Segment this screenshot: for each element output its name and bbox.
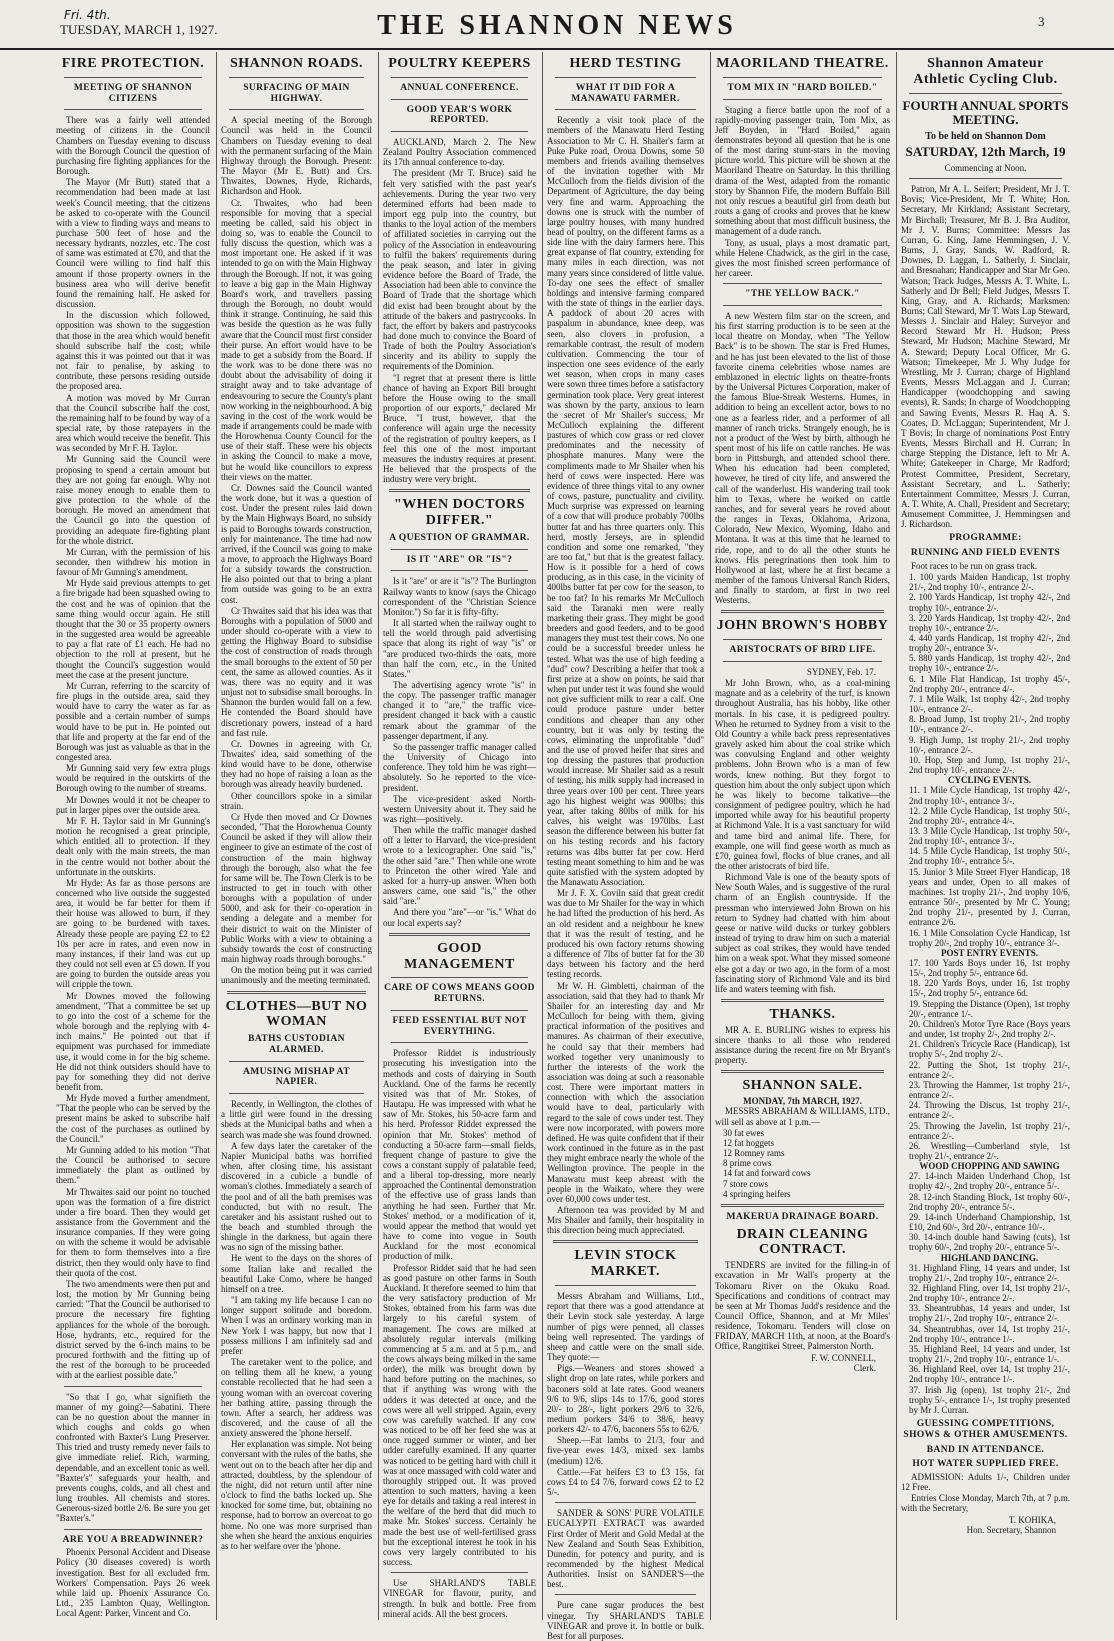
event-item: 13. 3 Mile Cycle Handicap, 1st trophy 50/-, 2nd trophy 10/-, entrance 3/-. [909, 825, 1070, 847]
event-item: 32. Highland Fling, over 14, 1st trophy 21/-, 2nd trophy 10/-, entrance 2/-. [909, 1283, 1070, 1304]
event-item: 2. 100 Yards Handicap, 1st trophy 42/-, 2nd trophy 10/-, entrance 2/-. [909, 592, 1070, 613]
event-item: 27. 14-inch Maiden Underhand Chop, 1st trophy 42/-, 2nd trophy 20/-, entrance 5/-. [909, 1171, 1070, 1192]
paragraph: Professor Riddet is industriously prosecuting his investigation into the methods and costs of dairying in South Auckland. One of the farms he recently visited was that of Mr. Stokes, of Hautapu. He was impressed with what he saw of Mr. Stokes, his 50-acre farm and his herd. Professor Riddet expressed the opinion that Mr. Stokes' method of conducting a 50-acre farm—small fields, frequent change of pasture to give the cows a constant supply of palatable feed, and a liberal top-dressing, more nearly approached the Continental demonstration of the effective use of grass lands than anything he had seen. Further that Mr. Stokes' method, or a modification of it, would appear the method that would yet have to come into vogue in South Auckland for the most economical production of milk. [383, 1048, 536, 1262]
event-item: 11. 1 Mile Cycle Handicap, 1st trophy 42/-, 2nd trophy 10/-, entrance 3/-. [909, 785, 1070, 806]
rule [391, 1572, 528, 1573]
event-item: 22. Putting the Shot, 1st trophy 21/-, entrance 2/-. [909, 1059, 1070, 1080]
paragraph: Mr Curran, referring to the scarcity of fire plugs in the outside area, said they would have to carry the water as far as possible and a certain number of sumps would have to be put in. He pointed out that life and property at the far end of the Borough was just as valuable as that in the congested area. [56, 680, 210, 762]
rule [229, 109, 364, 110]
start-time: Commencing at Noon. [944, 162, 1027, 173]
event-item: 28. 12-inch Standing Block, 1st trophy 60/-, 2nd trophy 20/-, entrance 5/-. [909, 1191, 1070, 1212]
event-item: 15. Junior 3 Mile Street Flyer Handicap, 18 years and under, Open to all makes of machines. 1st trophy 21/-, 2nd trophy 10/6, entrance 50/-, presented by Mr C. Young; 2nd trophy 21/-, presented by J. Curran, entrance 2/6. [909, 866, 1070, 928]
paragraph: Staging a fierce battle upon the roof of a rapidly-moving passenger train, Tom Mix, as Jeff Boyden, in "Hard Boiled," again demonstrates beyond all question that he is one of the most daring stunt-stars in the moving picture world. This picture will be shown at the Maoriland Theatre on Saturday. In this thrilling drama of the West, adapted from the romantic story by Shannon Fife, the modern Buffalo Bill not only rescues a beautiful girl from death but routs a gang of crooks and proves that he knew something about that most difficult business, the management of a dude ranch. [715, 104, 890, 237]
column-herd-testing [542, 52, 708, 1641]
event-item: 12. 2 Mile Cycle Handicap, 1st trophy 50/-, 2nd trophy 20/-, entrance 4/-. [909, 805, 1070, 826]
rule [391, 977, 528, 978]
event-item: 16. 1 Mile Consolation Cycle Handicap, 1st trophy 20/-, 2nd trophy 10/-, entrance 3/-. [909, 927, 1070, 948]
paragraph: Mr F. H. Taylor said in Mr Gunning's motion he recognised a great principle, which entitled all to protection. If they dealt only with the main streets, the man in the centre would not bother about the unfortunate in the outskirts. [56, 815, 210, 877]
paragraph: Mr Gunning said very few extra plugs would be required in the outskirts of the Borough owing to the number of streams. [56, 763, 210, 794]
event-item: 24. Throwing the Discus, 1st trophy 21/-, entrance 2/-. [909, 1100, 1070, 1121]
paragraph: On the motion being put it was carried unanimously and the meeting terminated. [221, 965, 372, 986]
guessing-competitions: GUESSING COMPETITIONS, SHOWS & OTHER AMUSEMENTS. [903, 1419, 1068, 1440]
headline-thanks: THANKS. [769, 1007, 836, 1023]
dateline: SYDNEY, Feb. 17. [806, 667, 876, 678]
paragraph: It all started when the railway ought to tell the world through paid advertising space that along its right of way "is" or "are produced two-thirds the oats, more than half the corn, etc., in the United States." [383, 618, 536, 679]
paragraph: Mr Downes would it not be cheaper to put in larger pipes over the outside area. [56, 794, 210, 815]
sale-list [715, 1128, 890, 1199]
paragraph: Mr W. H. Gimbletti, chairman of the association, said that they had to thank Mr Shailer for an interesting day and Mr McCulloch for being with them, giving practical information of the positives and manures. As chairman of their executive, he could say that their members had worked together very unanimously to further the interests of the work the association was doing at such a reasonable cost. There were important matters in connection with which the association would have to deal, particularly with regard to the sale of cows under test. They were now incorporated, with powers more defined. He was quite confident that if their work continued in the future as in the past they might embrace nearly the whole of the Wellington province. The people in the Manawatu must keep abreast with the people in the Waikato, where they were over 60,000 cows under test. [547, 980, 704, 1204]
column-shannon-roads [216, 52, 376, 1620]
rule [389, 489, 530, 492]
paragraph: Mr Curran, with the permission of his seconder, then withdrew his motion in favour of Mr Gunning's amendment. [56, 546, 210, 578]
hot-water-notice: HOT WATER SUPPLIED FREE. [912, 1459, 1059, 1470]
paragraph: "I am taking my life because I can no longer support solitude and boredom. When I was an ordinary working man in New York I was happy, but now that I possess millions I am infinitely sad and prefer [221, 1295, 372, 1356]
paragraph: Professor Riddet said that he had seen as good pasture on other farms in South Auckland. It therefore seemed to him that the very satisfactory production of Mr Stokes, obtained from his farm was due largely to his careful system of management. The cows are milked at absolutely regular intervals (milking commencing at 5 a.m. and at 5 p.m., and the cows always being milked in the same order), the milk was brought down by hand before putting on the machines, so that if anything was wrong with the udders it was detected at once, and the cows were all well stripped. Again, every cow was carefully watched. If any cow was noticed to be off her feed she was at once rugged summer or winter, and her udder carefully examined. If any quarter was noticed to be getting hard with chill it was at once massaged with cold water and thoroughly stripped out. It was proved attention to such matters, having a keen eye for details and taking a real interest in the welfare of the herd that did much to make Mr. Stokes' success. Certainly he made the best use of well-fertilised grass but the exceptional interest he took in his cows very largely contributed to his success. [383, 1262, 536, 1568]
subhead-manawatu-farmer: WHAT IT DID FOR A MANAWATU FARMER. [571, 82, 680, 104]
rule [64, 109, 202, 110]
subhead-napier: AMUSING MISHAP AT NAPIER. [243, 1066, 350, 1088]
headline-drain-cleaning: DRAIN CLEANING CONTRACT. [736, 1226, 869, 1258]
ad-text-phoenix: Phoenix Personal Accident and Disease Policy (30 diseases covered) is worth investigation. Best for all excluded frm. Workers' Compensation. Pays 26 week while laid up. Phoenix Assurance Co. Ltd., 235 Lambton Quay, Wellington. Local Agent: Parker, Vincent and Co. [56, 1547, 210, 1619]
paragraph: There was a fairly well attended meeting of citizens in the Council Chambers on Tuesday evening to discuss with the Borough Council the question of purchasing fire fighting appliances for the Borough. [56, 115, 210, 177]
paragraph: Mr Gunning said the Council were proposing to spend a certain amount but they are not going far enough. Why not raise money enough to enable them to give protection to the whole of the borough. He moved an amendment that the Council go into the question of providing an adequate fire-fighting plant for the whole district. [56, 454, 210, 546]
rule [723, 77, 882, 78]
paragraph: In the discussion which followed, opposition was shown to the suggestion that those in the area which would benefit should subscribe half the cost; while against this it was pointed out that it was not fair to penalise, by asking to contribute, these persons residing outside the proposed area. [56, 310, 210, 392]
paragraph: A few days later the caretaker of the Napier Municipal baths was horrified when, after closing time, his assistant discovered in a cubicle a bundle of woman's clothes. Immediately a search of the pool and of all the bath premises was conducted, but with no result. The caretaker and his assistant rushed out to the beach and stumbled through the shingle in the darkness, but again there was no sign of the missing bather. [221, 1140, 372, 1253]
rule [389, 933, 530, 936]
paragraph: Messrs Abraham and Williams, Ltd., report that there was a good attendance at their Levin stock sale yesterday. A large number of pigs were penned, all classes being well represented. The yardings of sheep and cattle were on the small side. They quote:— [547, 1291, 704, 1363]
paragraph: Other councillors spoke in a similar strain. [221, 790, 372, 811]
thanks-notice: MR A. E. BURLING wishes to express his sincere thanks to all those who rendered assistance during the recent fire on Mr Bryant's property. [715, 1024, 890, 1066]
paragraph: The Mayor (Mr Butt) stated that a recommendation had been made at last week's Council meeting, that the citizens be asked to co-operate with the Council with a view to finding ways and means to purchase 500 feet of hose and the necessary hydrants, nozzles, etc. The cost of same was estimated at £70, and that the Council were willing to find half this amount if those property owners in the business area who will derive benefit found the remaining half. He asked for discussion. [56, 177, 210, 310]
section-post-entry: POST ENTRY EVENTS. [941, 947, 1038, 958]
paragraph: Mr Hyde moved a further amendment, "That the people who can be served by the present mains be asked to subscribe half the cost of the purchases as outlined by the Council." [56, 1093, 210, 1144]
signatory-role: Clerk. [853, 1362, 876, 1373]
event-item: 21. Children's Tricycle Race (Handicap), 1st trophy 5/-, 2nd trophy 2/-. [909, 1039, 1070, 1060]
event-item: 36. Highland Reel, over 14, 1st trophy 21/-, 2nd trophy 10/-, entrance 1/-. [909, 1364, 1070, 1385]
paragraph: He went to the days on the shores of some Italian lake and recalled the beautiful Lake Como, where he hanged himself on a tree. [221, 1253, 372, 1294]
event-item: 8. Broad Jump, 1st trophy 21/-, 2nd trophy 10/-, entrance 2/-. [909, 714, 1070, 735]
paragraph: Sheep.—Fat lambs to 21/3, four and five-year ewes 14/3, mixed sex lambs (medium) 12/6. [547, 1435, 704, 1466]
page-number: 3 [1038, 14, 1045, 29]
list-item: 4 springing heifers [723, 1188, 791, 1199]
event-item: 23. Throwing the Hammer, 1st trophy 21/-, entrance 2/-. [909, 1079, 1070, 1101]
paragraph: Mr John Brown, who, as a coal-mining magnate and as a celebrity of the turf, is known throughout Australia, has his hobby, like other mortals. In his case, it is pedigreed poultry. When he returned to Sydney from a visit to the Old Country a while back press representatives gravely asked him about the coal strike which was convulsing England and other weighty problems. John Brown who is a man of few words, knew nothing. But they forgot to question him about the only subject upon which he was likely to become talkative—the consignment of pedigree poultry, which he had imported while away for his beautiful property at Richmond Vale. It is a vast sanctuary for wild and tame bird and animal life. There, for example, one will find geese worth as much as £70, guinea fowl, flocks of blue cranes, and all the other aristocrats of bird life. [715, 678, 890, 871]
paragraph: Is it "are" or are it "is"? The Burlington Railway wants to know (says the Chicago correspondent of the "Christian Science Monitor.") So far it is fifty-fifty. [383, 576, 536, 617]
event-item: 31. Highland Fling, 14 years and under, 1st trophy 21/-, 2nd trophy 10/-, entrance 2/-. [909, 1262, 1070, 1283]
paragraph: Mr Gunning added to his motion "That the Council be authorised to secure immediately the plant as outlined by them." [56, 1144, 210, 1186]
signatory: F. W. CONNELL, [810, 1352, 876, 1363]
column-poultry-keepers [378, 52, 540, 1620]
paragraph: A new Western film star on the screen, and his first starring production is to be seen at the local theatre on Monday, when "The Yellow Back" is to be shown. The star is Fred Humes, and he has just been elevated to the list of those favorite cinema celebrities whose names are emblazoned in electric lights on theatre-fronts by the Universal Pictures Corporation, maker of the famous Blue-Streak Westerns. Humes, in addition to being an excellent actor, bows to no one as a fearless rider, and a performer of all manner of ranch tricks. Strangely enough, he is not a product of the West by birth, although he spent most of his life on cattle ranches. He was born in Pittsburgh, and attended school there. When his education had been completed, however, he tired of city life, and answered the call of the wanderlust. His wandering trail took him to Texas, where he worked on cattle ranches, and for several years he roved about the ranges in Texas, Oklahoma, Arizona, Colorado, New Mexico, Wyoming, Idaho and Montana. It was at this time that he learned to ride, rope, and to do all the other stunts he knows. His peregrinations then took him to Hollywood at last, where he at first became a member of the famous Universal Ranch Riders, and finally to stardom, at first in two reel Westerns. [715, 310, 890, 606]
headline-shannon-sale: SHANNON SALE. [742, 1078, 863, 1094]
paragraph: The president (Mr T. Bruce) said he felt very satisfied with the past year's achievements. During the year two very determined efforts had been made to import egg pulp into the country, but thanks to the loyal action of the members of affiliated societies in carrying out the policy of the Association in endeavouring to fulfil the bakers' requirements during the peak season, and later in giving evidence before the Board of Trade, the Association had been able to convince the Board of Trade that the shortage which did exist had been brought about by the attitude of the bakers and pastrycooks. In fact, the effort by bakers and pastrycooks had done much to convince the Board of Trade of both the Poultry Association's sincerity and its ability to supply the requirements of the Dominion. [383, 168, 536, 372]
paragraph: Mr J. F. X. Coviln said that great credit was due to Mr Shailer for the way in which he had lifted the production of his herd. As an old resident and a neighbour he knew that it was the result of testing, and he produced his own factory returns showing a difference of 7lbs of butter fat for the 30 days between his factory and the herd testing records. [547, 888, 704, 980]
subhead-grammar: A QUESTION OF GRAMMAR. [389, 532, 530, 543]
venue-line: To be held on Shannon Dom [925, 131, 1046, 142]
paragraph: So the passenger traffic manager called the University of Chicago into conference. They told him he was right—absolutely. So he reported to the vice-president. [383, 741, 536, 793]
programme-heading: PROGRAMME: [949, 533, 1022, 544]
event-item: 18. 220 Yards Boys, under 16, 1st trophy 15/-, 2nd trophy 5/-, entrance 6d. [909, 978, 1070, 999]
newspaper-title: THE SHANNON NEWS [377, 10, 737, 41]
rule [555, 109, 696, 110]
rule [553, 1240, 698, 1243]
vinegar-advertisement: Pure cane sugar produces the best vinegar. Try SHARLAND'S TABLE VINEGAR and prove it. In bottle or bulk. Best for all purposes. [547, 1600, 704, 1641]
programme-subheading: RUNNING AND FIELD EVENTS [910, 548, 1061, 559]
paragraph: The two amendments were then put and lost, the motion by Mr Gunning being carried: "That the Council be authorised to procure the necessary fire fighting appliances for the whole of the borough. Hose, hydrants, etc., required for the district served by the 6-inch mains to be procured forthwith and the fitting up of the rest of the borough to be proceeded with at the earliest possible date." [56, 1278, 210, 1381]
headline-herd-testing: HERD TESTING [569, 56, 682, 71]
event-item: 5. 880 yards Handicap, 1st trophy 42/-, 2nd trophy 10/-, entrance 2/-. [909, 653, 1070, 674]
headline-clothes-no-woman: CLOTHES—BUT NO WOMAN [225, 998, 368, 1030]
event-list [901, 572, 1070, 1415]
paragraph: The vice-president asked North-western University about it. They said he was right—positively. [383, 793, 536, 825]
baxters-advertisement: "So that I go, what signifieth the manner of my going?—Sabatini. There can be no question about the manner in which coughs and colds go when confronted with Baxter's Lung Preserver. This tried and trusty remedy never fails to give immediate relief. Rich, warming, dependable, and an excellent tonic as well. "Baxter's" safeguards your health, and prevents coughs, colds, and all chest and lung troubles. All chemists and stores. Generous-sized bottle 2/6. Be sure you get "Baxter's." [56, 1391, 210, 1524]
paragraph: A motion was moved by Mr Curran that the Council subscribe half the cost, the remaining half to be found by way of a special rate, by those ratepayers in the area which would receive the benefit. This was seconded by Mr F. H. Taylor. [56, 392, 210, 454]
subhead-feed-essential: FEED ESSENTIAL BUT NOT EVERYTHING. [392, 1015, 527, 1037]
rule [64, 1386, 202, 1387]
event-item: 35. Highland Reel, 14 years and under, 1st trophy 21/-, 2nd trophy 10/-, entrance 1/-. [909, 1343, 1070, 1365]
headline-maoriland-theatre: MAORILAND THEATRE. [716, 56, 889, 71]
event-item: 25. Throwing the Javelin, 1st trophy 21/-, entrance 2/-. [909, 1120, 1070, 1141]
rule [229, 77, 364, 78]
sale-intro: MESSRS ABRAHAM & WILLIAMS, LTD., will sell as above at 1 p.m.— [715, 1106, 890, 1127]
event-item: 4. 440 yards Handicap, 1st trophy 42/-, 2nd trophy 20/-, entrance 3/-. [909, 633, 1070, 654]
subhead-good-year: GOOD YEAR'S WORK REPORTED. [406, 104, 513, 126]
paragraph: And there you "are"—or "is." What do our local experts say? [383, 907, 536, 928]
ad-heading-breadwinner: ARE YOU A BREADWINNER? [62, 1534, 204, 1545]
paragraph: Then while the traffic manager dashed off a letter to Harvard, the vice-president wrote to a lexicographer. One said "is," the other said "are." Then while one wrote to Princeton the other wired Yale and asked for a hurry-up answer. When both answers came, one said "is," the other said "are." [383, 825, 536, 907]
paragraph: Cr. Thwaites, who had been responsible for moving that a special meeting be called, said his object in doing so, was to enable the Council to fully discuss the question, which was a most important one. He asked if it was intended to go on with the Main Highway through the Borough. If not, it was going to leave a big gap in the Main Highway Board's work, and travellers passing through the Borough, no doubt would think it strange. Continuing, he said this was beside the question as he was fully aware that the Council must first consider their purse. An effort would have to be made to get a subsidy from the Board. If the work was to be done there was no doubt about the advisability of doing it straight away and to take advantage of endeavouring to secure the County's plant now working in the neighbourhood. A big saving in the cost of the work would be made if arrangements could be made with the Horowhenua County Council for the use of their staff. These were his objects in asking the Council to make a move, but he would like councillors to express their views on the matter. [221, 197, 372, 482]
event-item: 10. Hop, Step and Jump, 1st trophy 21/-, 2nd trophy 10/-, entrance 2/-. [909, 754, 1070, 776]
headline-poultry-keepers: POULTRY KEEPERS [388, 56, 531, 71]
list-item: 14 fat and forward cows [723, 1168, 811, 1179]
subhead-care-of-cows: CARE OF COWS MEANS GOOD RETURNS. [384, 983, 535, 1005]
rule [555, 1502, 696, 1503]
rule [723, 305, 882, 306]
rule [555, 77, 696, 78]
rule [227, 991, 366, 994]
subhead-yellow-back: "THE YELLOW BACK." [745, 289, 860, 300]
paragraph: Cr Thwaites said that his idea was that Boroughs with a population of 5000 and under should co-operate with a view to getting the Highway Board to subsidise the cost of construction of roads through the small boroughs to the extent of 50 per cent, the same as allowed counties. As it was, there was no equity and it was unjust not to subsidise small boroughs. In Shannon the burden would fall on a few. He contended the Board should have discretionary powers, instead of a hard and fast rule. [221, 605, 372, 738]
paragraph: The advertising agency wrote "is" in the copy. The passenger traffic manager changed it to "are," the traffic vice-president changed it back with a caustic remark about the grammar of the passenger department, if any. [383, 679, 536, 741]
rule [229, 1061, 364, 1062]
paragraph: "I regret that at present there is little chance of having an Export Bill brought before the House owing to the small proportion of our exports," declared Mr Bruce. "I trust, however, that the conference will again urge the necessity of the registration of poultry keepers, as I feel this one of the most important measures the industry requires at present. He believed that the prospects of the industry were very bright. [383, 372, 536, 485]
paragraph: AUCKLAND, March 2. The New Zealand Poultry Association commenced its 17th annual conference to-day. [383, 137, 536, 168]
subhead-annual-conference: ANNUAL CONFERENCE. [400, 82, 519, 93]
admission-line: ADMISSION: Adults 1/-, Children under 12 Free. [901, 1471, 1070, 1493]
rule [391, 77, 528, 78]
club-secretary: T. KOHIKA, [1008, 1514, 1056, 1525]
rule [721, 1204, 884, 1207]
paragraph: Cr Hyde then moved and Cr Downes seconded, "That the Horowhenua County Council be asked if they will allow their engineer to give an estimate of the cost of construction of the main highway through the borough, also what the fee for same will be. The Town Clerk is to be instructed to get in touch with other boroughs with a population of under 5000, and ask for their co-operation in sending a delegate and a member for their district to wait on the Minister of Public Works with a view to obtaining a subsidy towards the cost of constructing main highway roads through boroughs." [221, 811, 372, 965]
paragraph: Mr Downes moved the following amendment, "That a committee be set up to go into the cost of a scheme for the whole borough and the replying with 4-inch mains." He pointed out that if equipment was purchased for immediate use, it would come in for the big scheme. He did not think outsiders should have to pay for something they did not derive benefit from. [56, 990, 210, 1092]
headline-john-browns-hobby: JOHN BROWN'S HOBBY [716, 618, 889, 634]
entries-line: Entries Close Monday, March 7th, at 7 p.m. with the Secretary, [901, 1493, 1070, 1514]
masthead [0, 0, 1114, 50]
column-fire-protection [52, 52, 214, 1620]
paragraph: Pigs.—Weaners and stores showed a slight drop on late rates, while porkers and baconers sold at late rates. Good weaners 9/6 to 9/6, slips 14s to 17/6, good stores 20/- to 28/-, light porkers 29/6 to 32/6, medium porkers 34/6 to 38/6, heavy porkers 42/- to 47/6, baconers 55s to 62/6. [547, 1363, 704, 1435]
paragraph: Cr. Downes in agreeing with Cr. Thwaites' idea, said something of the kind would have to be done, otherwise they had no hope of raising a loan as the borough was already heavily burdened. [221, 738, 372, 790]
programme-note: Foot races to be run on grass track. [911, 560, 1037, 571]
event-item: 26. Wrestling—Cumberland style, 1st trophy 21/-, entrance 2/-. [909, 1140, 1070, 1161]
meeting-date: SATURDAY, 12th March, 19 [905, 144, 1066, 160]
rule [723, 283, 882, 284]
column-athletic-club [896, 52, 1074, 1620]
section-highland-dancing: HIGHLAND DANCING. [940, 1252, 1039, 1263]
rule [64, 1529, 202, 1530]
paragraph: Recently, in Wellington, the clothes of a little girl were found in the dressing sheds at the Municipal baths and when a search was made she was found drowned. [221, 1099, 372, 1140]
rule [391, 570, 528, 571]
event-item: 20. Children's Motor Tyre Race (Boys years and under, 1st trophy 2/-, 2nd trophy 2/-. [909, 1018, 1070, 1040]
rule [721, 610, 884, 613]
event-item: 14. 5 Mile Cycle Handicap, 1st trophy 50/-, 2nd trophy 10/-, entrance 5/-. [909, 846, 1070, 867]
handwritten-note: Fri. 4th. [64, 8, 111, 22]
headline-shannon-roads: SHANNON ROADS. [229, 56, 363, 71]
list-item: 12 Romney rams [723, 1148, 785, 1159]
list-item: 30 fat ewes [723, 1127, 764, 1138]
band-notice: BAND IN ATTENDANCE. [926, 1444, 1045, 1455]
paragraph: Mr Hyde said previous attempts to get a fire brigade had been squashed owing to the cost and he was of opinion that the same thing would occur again. He still thought that the 30 or 35 property owners in the suggested area would be agreeable to pay a flat rate of £1 each. He had no objection to the roll at present, but he thought the Council's suggestion would meet the case at the present juncture. [56, 578, 210, 680]
paragraph: Mr Hyde: As far as those persons are concerned who live outside the suggested area, it would be far better for them if their house was allowed to burn, if they are going to be burdened with taxes. Already these people are paying £2 to £2 10s per acre in rates, and even now in many instances, if their land was cut up they could not sell even at £5 down. If you are going to burden the outside areas you will cripple the town. [56, 877, 210, 990]
event-item: 37. Irish Jig (open), 1st trophy 21/-, 2nd trophy 5/-, entrance 1/-, 1st trophy presented by Mr J. Curran. [909, 1384, 1070, 1415]
rule [721, 1070, 884, 1073]
sanders-advertisement: SANDER & SONS' PURE VOLATILE EUCALYPTI EXTRACT was awarded First Order of Merit and Gold Medal at the New Zealand and South Seas Exhibition, Dunedin, for potency and purity, and is recommended by the highest Medical Authorities. Insist on SANDER'S—the best. [547, 1508, 704, 1590]
subhead-aristocrats: ARISTOCRATS OF BIRD LIFE. [729, 645, 876, 656]
rule [723, 99, 882, 100]
list-item: 12 fat hoggets [723, 1137, 774, 1148]
rule [229, 1093, 364, 1094]
issue-date: TUESDAY, MARCH 1, 1927. [60, 22, 218, 37]
section-wood-chopping: WOOD CHOPPING AND SAWING [919, 1161, 1060, 1172]
rule [909, 178, 1062, 179]
column-maoriland-theatre [710, 52, 894, 1620]
club-secretary-role: Hon. Secretary, Shannon [966, 1524, 1056, 1535]
rule [64, 77, 202, 78]
subhead-are-or-is: IS IT "ARE" OR "IS"? [406, 554, 513, 565]
subhead-baths-custodian: BATHS CUSTODIAN ALARMED. [248, 1034, 345, 1055]
rule [391, 131, 528, 132]
rule [391, 1042, 528, 1043]
paragraph: Richmond Vale is one of the beauty spots of New South Wales, and is suggestive of the rural charm of an English countryside. If the pressman who interviewed John Brown on his return to Sydney had chatted with him about geese or native wild ducks or turkey gobblers instead of trying to draw him on such a material subject as coal strikes, they would have tended him on a weak spot. What they missed someone else got a day or two ago, in the form of a most fascinating story of Richmond Vale and its bird life and waters teeming with fish. [715, 872, 890, 994]
list-item: 8 prime cows [723, 1158, 772, 1169]
event-item: 6. 1 Mile Flat Handicap, 1st trophy 45/-, 2nd trophy 20/-, entrance 4/-. [909, 673, 1070, 694]
rule [391, 1010, 528, 1011]
sports-meeting-title: FOURTH ANNUAL SPORTS MEETING. [902, 97, 1069, 128]
subhead-meeting: MEETING OF SHANNON CITIZENS [73, 82, 193, 104]
subhead-tom-mix: TOM MIX IN "HARD BOILED." [727, 82, 878, 93]
officials-list: Patron, Mr A. L. Seifert; President, Mr J. T. Bovis; Vice-President, Mr T. White; Hon. Secretary, Mr Kirkland; Assistant Secretary, Mr Birchall; Treasurer, Mr B. J. Bra Auditor, Mr J. V. Burns; Committee: Messrs Jas Curran, G. King, Jame Hemmingsen, J. V. Burns, J. Gray, Sands, W. Radford, R. Downes, D. Laggan, L. Satherly, J. Sinclair, and Bresnahan; Handicapper and Star Mr Geo. Watson; Track Judges, Messrs A. T. White, L. Satherly and Dr Bell; Field Judges, Messrs T. King, Gray, and A. Richards; Marksmen: Burns; Call Steward, Mr T. Wats Lap Steward, Messrs J. Sinclair and Haley; Surveyor and Record Steward Mr H. Hudson; Press Steward, Mr Hudson; Machine Steward, Mr A. Steward; Deputy Local Officer, Mr G. Watson; Timekeeper, Mr J. Why Judge for Wrestling, Mr J. Curran; charge of Highland Events, Messrs McLaggan and J. Curran; Handicapper (woodchopping and sawing events), R. Sands; In charge of Woodchopping and Sawing Events, Messrs R. Haq A. S. Coates, D. McLaggan; Superintendent, Mr J. T Bovis; In charge of nominations Post Entry Events, Messrs Birchall and H. Curran; In charge Stepping the Distance, left to Mr A. White; Gatekeeper in Charge, Mr Radford; Protest Committee, President, Secretary, Assistant Secretary, and L. Satherly; Entertainment Committee, Messrs J. Curran, A. T. White, A. Chall, President and Secretary; Amusement Committee, J. Hemmingsen and J. Richardson. [901, 184, 1070, 530]
event-item: 29. 14-inch Underhand Championship, 1st £10, 2nd 60/-, 3rd 20/-, entrance 10/-. [909, 1211, 1070, 1233]
paragraph: Recently a visit took place of the members of the Manawatu Herd Testing Association to Mr C. H. Shailer's farm at Puke Puke road, Oroua Downs, some 50 members and friends availing themselves of the invitation together with Mr McCulloch from the fields division of the Department of Agriculture, the day being very fine and warm. Approaching the downs one is struck with the number of large poultry houses, with many hundred head of poultry, on the different farms as a side line with the dairy farmers here. This great expanse of flat country, extending for many miles in each direction, was not many years since considered of little value. To-day one sees the effect of smaller holdings and intensive farming compared with the state of things in the earlier days. A paddock of about 20 acres with paspalum in abundance, knee deep, was seen, also clovers in profusion, a remarkable contrast, the result of modern cultivation. Commencing the tour of inspection one sees evidence of the early wet season, when crops in many cases were sown three times before a satisfactory germination took place. Very great interest was shown by the party, anxious to learn the secret of Mr Shailer's success, Mr McCulloch explaining the different pastures of which cow grass or red clover predominates and the necessity of phosphate manures. Many were the compliments made to Mr Shailer when his herd of cows were inspected. Here was evidence of three things vital to any owner of cows, pasture, punctuality and civility. Much surprise was expressed on learning of a cow that will produce probably 700lbs butter fat and has three quarters only. This herd, mostly Jerseys, are in splendid condition and some one remarked, "they are too fat," but that is the greatest fallacy. How is it possible for a herd of cows producing, as in this case, in the vicinity of 400lbs butter fat per cow for the season, to be too fat? In his remarks Mr McCulloch said the Taranaki men were really marketing their grass. They might be good breeders and good feeders, and to be good managers they must test their cows. No one could be a successful breeder unless he tested. What was the use of high feeding a "dud" cow? Describing a heifer that took a first prize at a show on points, he said that when put under test it was found she would not give sufficient milk to rear a calf. One could produce pasture under better conditions and cheaper than any other country, but it was only by testing the cows, eliminating the unprofitable "dud" and the use of proved heifer that sires and top dressing the pastures that production would increase. Mr Shailer said as a result of testing, his milk supply had increased in three years over 100 per cent. Three years ago his highest weight was 900lbs; this year, after taking 80lbs of milk for his calves, his weight was 1970lbs. Last season the difference between his butter fat on his testing records and his factory returns was 4lbs butter fat per cow. Herd testing meant something to him and he was quite satisfied with the system adopted by the Manawatu Association. [547, 115, 704, 887]
rule [391, 549, 528, 550]
paragraph: The caretaker went to the police, and on telling them all he knew, a young constable recollected that he had seen a young woman with an overcoat covering her bathing attire, passing through the town. After a search, her address was discovered, and the cause of all the anxiety answered the 'phone herself. [221, 1357, 372, 1439]
event-item: 19. Stepping the Distance (Open), 1st trophy 20/-, entrance 1/-. [909, 998, 1070, 1019]
section-cycling: CYCLING EVENTS. [947, 775, 1032, 786]
headline-athletic-club: Shannon Amateur Athletic Cycling Club. [913, 56, 1058, 87]
event-item: 3. 220 Yards Handicap, 1st trophy 42/-, 2nd trophy 10/-, entrance 2/-. [909, 612, 1070, 633]
event-item: 9. High Jump, 1st trophy 21/-, 2nd trophy 10/-, entrance 2/-. [909, 734, 1070, 755]
paragraph: A special meeting of the Borough Council was held in the Council Chambers on Tuesday evening to deal with the permanent surfacing of the Main Highway through the Borough. Present: The Mayor (Mr E. Butt) and Crs. Thwaites, Downes, Hyde, Richards, Richardson and Hook. [221, 115, 372, 197]
headline-good-management: GOOD MANAGEMENT [404, 940, 515, 972]
paragraph: Her explanation was simple. Not being conversant with the rules of the baths, she went out on to the beach after her dip and attracted, doubtless, by the splendour of the night, did not return until after nine o'clock to find the baths locked up. She knocked for some time, but, obtaining no response, had to borrow an overcoat to go home. No one was more surprised than she when she heard the anxious enquiries as to her welfare over the 'phone. [221, 1439, 372, 1551]
paragraph: Mr Thwaites said our point no touched upon was the formation of a fire district under a fire board. Then they would get assistance from the Government and the insurance companies. If they were going on with the scheme it would be advisable for them to form themselves into a fire district, then they would only have to find their quota of the cost. [56, 1186, 210, 1278]
rule [909, 93, 1062, 94]
rule [721, 999, 884, 1002]
rule [723, 661, 882, 662]
event-item: 1. 100 yards Maiden Handicap, 1st trophy 21/-, 2nd trophy 10/-, entrance 2/-. [909, 572, 1070, 593]
paragraph: Tony, as usual, plays a most dramatic part, while Helene Chadwick, as the girl in the case, gives the most finished screen performance of her career. [715, 237, 890, 279]
paragraph: Afternoon tea was provided by M and Mrs Shailer and family, their hospitality in this direction being much appreciated. [547, 1205, 704, 1236]
event-item: 33. Sheantrubhas, 14 years and under, 1st trophy 21/-, 2nd trophy 10/-, entrance 2/-. [909, 1303, 1070, 1324]
rule [555, 1285, 696, 1286]
rule [723, 639, 882, 640]
paragraph: Cr. Downes said the Council wanted the work done, but it was a question of cost. Under the present rules laid down by the Main Highways Board, no subsidy is paid to Boroughs towards construction, only for maintenance. The time had now arrived, if the Council was going to make a move, to approach the Highways Board for a subsidy towards the construction. He also pointed out that to bring a plant from outside was going to be an extra cost. [221, 482, 372, 605]
headline-makerua-drainage: MAKERUA DRAINAGE BOARD. [726, 1211, 879, 1222]
sale-date: MONDAY, 7th MARCH, 1927. [743, 1096, 862, 1107]
event-item: 30. 14-inch double hand Sawing (cuts), 1st trophy 60/-, 2nd trophy 20/-, entrance 5/-. [909, 1232, 1070, 1253]
event-item: 7. 1 Mile Walk, 1st trophy 42/-, 2nd trophy 10/-, entrance 2/-. [909, 693, 1070, 715]
tender-notice: TENDERS are invited for the filling-in of excavation in Mr Wall's property at the Tokomaru River on the Okuku Road. Specifications and conditions of contract may be seen at Mr Thomas Judd's residence and the Council Office, Shannon, and at Mr Miles' residence, Tokomaru. Tenders will close on FRIDAY, MARCH 11th, at noon, at the Board's Office, Rangitikei Street, Palmerston North. [715, 1260, 890, 1352]
headline-levin-stock-market: LEVIN STOCK MARKET. [574, 1248, 677, 1280]
rule [555, 1594, 696, 1595]
list-item: 7 store cows [723, 1178, 768, 1189]
paragraph: Cattle.—Fat heifers £3 to £3 15s, fat cows £4 to £4 7/6, forward cows £2 to £2 5/-. [547, 1466, 704, 1498]
sharlands-advertisement: Use SHARLAND'S TABLE VINEGAR for flavour, purity, and strength. In bulk and bottle. Free from mineral acids. All the best grocers. [383, 1578, 536, 1619]
subhead-surfacing: SURFACING OF MAIN HIGHWAY. [243, 82, 350, 104]
headline-fire-protection: FIRE PROTECTION. [61, 56, 205, 71]
headline-when-doctors-differ: "WHEN DOCTORS DIFFER." [393, 497, 526, 529]
event-item: 17. 100 Yards Boys under 16, 1st trophy 15/-, 2nd trophy 5/-, entrance 6d. [909, 958, 1070, 979]
event-item: 34. Sheantrubhas, over 14, 1st trophy 21/-, 2nd trophy 10/-, entrance 1/-. [909, 1323, 1070, 1344]
rule [391, 99, 528, 100]
